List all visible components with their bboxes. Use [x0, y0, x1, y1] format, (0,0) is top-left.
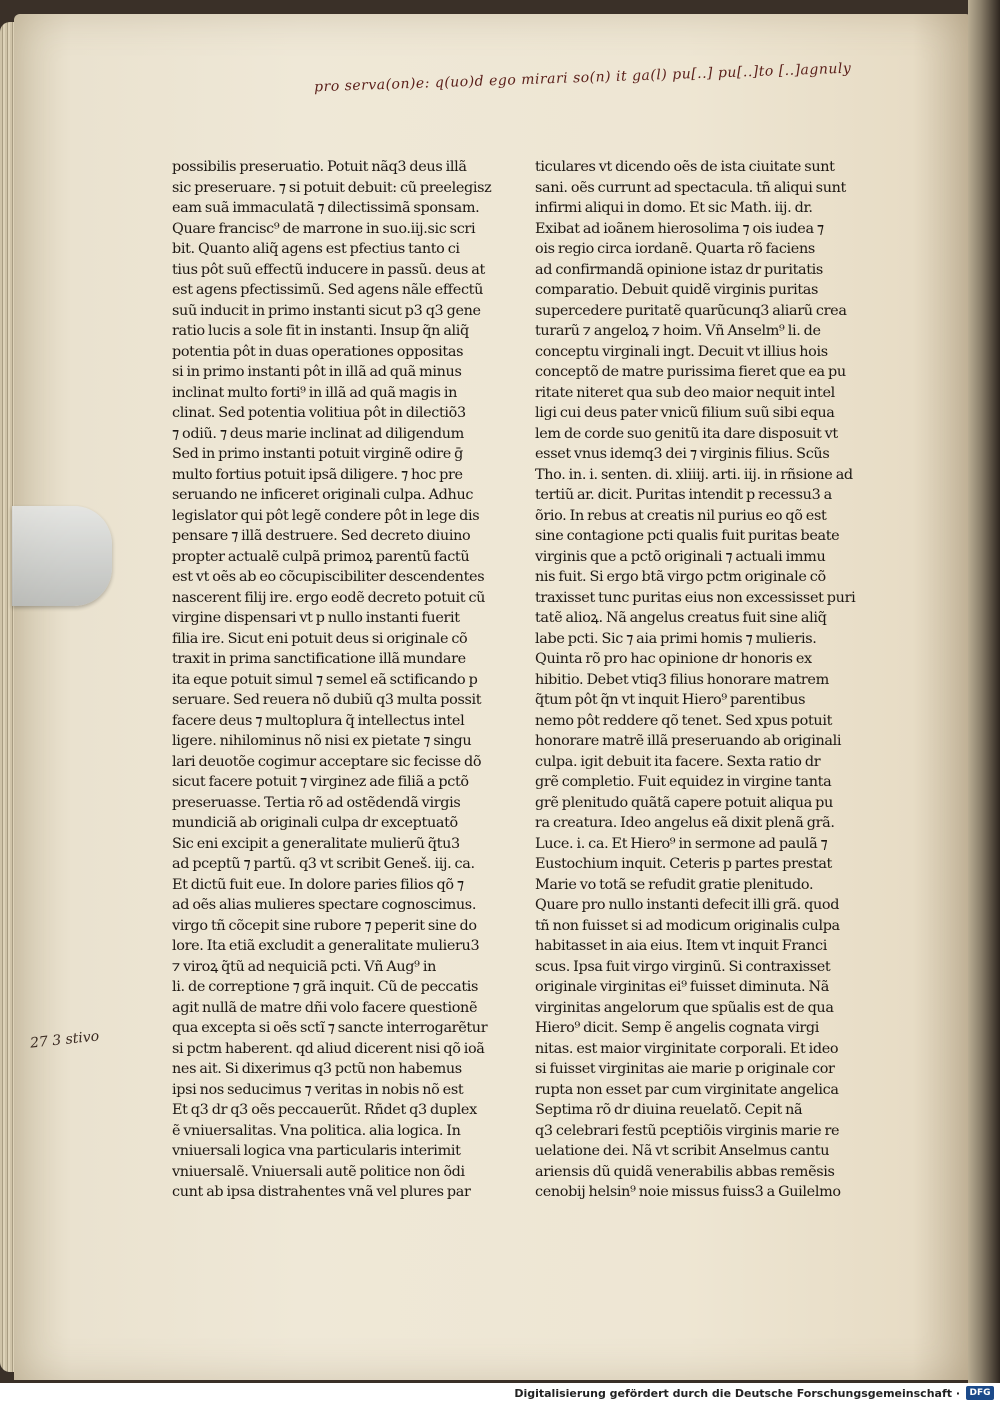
text-line: seruando ne inficeret originali culpa. Adhuc: [172, 487, 474, 503]
text-line: originale virginitas ei⁹ fuisset diminuta. Nã: [535, 979, 829, 995]
text-line: rupta non esset par cum virginitate angelica: [535, 1081, 839, 1098]
text-column-right: [535, 157, 905, 1203]
text-line: tñ non fuisset si ad modicum originalis culpa: [535, 917, 840, 934]
text-line: virgo tñ cõcepit sine rubore ⁊ peperit sine do: [172, 917, 477, 934]
text-line: mundiciã ab originali culpa dr exceptuatõ: [172, 815, 458, 831]
text-line: legislator qui pôt legẽ condere pôt in lege dis: [172, 507, 480, 524]
text-line: multo fortius potuit ipsã diligere. ⁊ hoc pre: [172, 466, 463, 483]
text-line: lem de corde suo genitũ ita dare disposuit vt: [535, 425, 838, 442]
text-line: ratio lucis a sole fit in instanti. Insup q̃n aliq̃: [172, 323, 469, 339]
text-line: Et q3 dr q3 oẽs peccauerũt. Rñdet q3 duplex: [172, 1102, 477, 1118]
text-line: potentia pôt in duas operationes oppositas: [172, 343, 464, 360]
text-line: q̃tum pôt q̃n vt inquit Hiero⁹ parentibus: [535, 692, 806, 708]
text-line: sani. oẽs currunt ad spectacula. tñ aliqui sunt: [535, 179, 846, 196]
text-line: lari deuotõe cogimur acceptare sic fecisse dõ: [172, 753, 482, 770]
text-column-left: [172, 157, 522, 1203]
text-line: conceptu virginali ingt. Decuit vt illius hois: [535, 343, 828, 360]
text-line: Quare pro nullo instanti defecit illi grã. quod: [535, 897, 840, 913]
text-line: ad oẽs alias mulieres spectare cognoscimus.: [172, 897, 477, 913]
text-line: nis fuit. Si ergo btã virgo pctm originale cõ: [535, 569, 826, 585]
text-line: vniuersali logica vna particularis interimit: [172, 1143, 461, 1159]
text-line: bit. Quanto aliq̃ agens est pfectius tanto ci: [172, 241, 460, 257]
dfg-logo: DFG: [966, 1386, 994, 1400]
text-line: sine contagione pcti qualis fuit puritas beate: [535, 528, 840, 544]
text-line: ois regio circa iordanẽ. Quarta rõ faciens: [535, 241, 815, 257]
text-line: li. de correptione ⁊ grã inquit. Cũ de peccatis: [172, 979, 479, 995]
text-line: ritate niteret qua sub deo maior nequit intel: [535, 384, 835, 401]
text-line: ipsi nos seducimus ⁊ veritas in nobis nõ est: [172, 1081, 464, 1098]
text-line: Septima rõ dr diuina reuelatõ. Cepit nã: [535, 1102, 803, 1118]
text-line: virginis que a pctõ originali ⁊ actuali immu: [535, 548, 826, 565]
margin-annotation: 27 3 stivo: [29, 1028, 100, 1052]
text-line: sicut facere potuit ⁊ virginez ade filiã a pctõ: [172, 774, 469, 790]
text-line: cenobij helsin⁹ noie missus fuiss3 a Guilelmo: [535, 1184, 841, 1200]
text-line: nitas. est maior virginitate corporali. Et ideo: [535, 1040, 839, 1057]
text-line: ad pceptũ ⁊ partũ. q3 vt scribit Geneš. iij. ca.: [172, 856, 475, 872]
text-line: habitasset in aia eius. Item vt inquit Franci: [535, 938, 827, 954]
text-line: Hiero⁹ dicit. Semp ẽ angelis cognata virgi: [535, 1020, 820, 1036]
text-line: ligi cui deus pater vnicũ filium suũ sibi equa: [535, 405, 835, 421]
text-line: esset vnus idemq3 dei ⁊ virginis filius. Scũs: [535, 446, 830, 462]
text-line: seruare. Sed reuera nõ dubiũ q3 multa possit: [172, 692, 482, 708]
text-line: est agens pfectissimũ. Sed agens nãle effectũ: [172, 282, 484, 298]
text-line: Et dictũ fuit eue. In dolore paries filios qõ ⁊: [172, 876, 464, 893]
book-right-edge: [968, 0, 1000, 1383]
text-line: ad confirmandã opinione istaz dr puritatis: [535, 261, 823, 278]
text-line: suũ inducit in primo instanti sicut p3 q3 gene: [172, 302, 481, 319]
text-line: Sic eni excipit a generalitate mulierũ q̃tu3: [172, 835, 460, 852]
text-line: ticulares vt dicendo oẽs de ista ciuitate sunt: [535, 159, 835, 175]
text-line: inclinat multo forti⁹ in illã ad quã magis in: [172, 384, 458, 401]
text-line: ⁊ odiũ. ⁊ deus marie inclinat ad diligendum: [172, 425, 464, 442]
text-line: eam suã immaculatã ⁊ dilectissimã sponsam.: [172, 200, 480, 216]
plastic-clip: [12, 506, 112, 606]
text-line: Tho. in. i. senten. di. xliiij. arti. iij. in rñsione ad: [535, 466, 853, 483]
text-line: uelatione dei. Nã vt scribit Anselmus cantu: [535, 1143, 830, 1159]
text-line: conceptõ de matre purissima fieret que ea pu: [535, 364, 846, 380]
text-line: infirmi aliqui in domo. Et sic Math. iij. dr.: [535, 200, 813, 216]
text-line: si pctm haberent. qd aliud dicerent nisi qõ ioã: [172, 1040, 485, 1057]
text-line: traxit in prima sanctificatione illã mundare: [172, 651, 466, 667]
text-line: virginitas angelorum que spũalis est de qua: [535, 999, 834, 1016]
text-line: supercedere puritatẽ quarũcunq3 aliarũ crea: [535, 302, 847, 319]
text-line: tatẽ alioꝝ. Nã angelus creatus fuit sine aliq̃: [535, 610, 827, 626]
text-line: nemo pôt reddere qõ tenet. Sed xpus potuit: [535, 712, 833, 729]
text-line: tertiũ ar. dicit. Puritas intendit p recessu3 a: [535, 487, 832, 503]
text-line: agit nullã de matre dñi volo facere questionẽ: [172, 999, 478, 1016]
text-line: comparatio. Debuit quidẽ virginis puritas: [535, 282, 819, 298]
text-line: filia ire. Sicut eni potuit deus si originale cõ: [172, 630, 468, 647]
text-line: ⁊ viroꝝ q̃tũ ad nequiciã pcti. Vñ Aug⁹ in: [172, 958, 436, 975]
text-line: honorare matrẽ illã preseruando ab originali: [535, 733, 842, 749]
text-line: vniuersalẽ. Vniuersali autẽ politice non õdi: [172, 1163, 465, 1180]
text-line: traxisset tunc puritas eius non excessisset puri: [535, 589, 856, 606]
text-line: Luce. i. ca. Et Hiero⁹ in sermone ad paulã ⁊: [535, 835, 828, 852]
text-line: ligere. nihilominus nõ nisi ex pietate ⁊ singu: [172, 733, 472, 749]
text-line: Marie vo totã se refudit gratie plenitudo.: [535, 876, 814, 893]
text-line: propter actualẽ culpã primoꝝ parentũ factũ: [172, 548, 470, 565]
handwritten-header: pro serva(on)e: q(uo)d ego mirari so(n) it ga(l) pu[..] pu[..]to [..]agnuly: [313, 60, 852, 96]
text-line: labe pcti. Sic ⁊ aia primi homis ⁊ mulieris.: [535, 630, 817, 647]
text-line: lore. Ita etiã excludit a generalitate mulieru3: [172, 938, 480, 954]
funding-credit: Digitalisierung gefördert durch die Deutsche Forschungsgemeinschaft ·: [514, 1387, 960, 1400]
text-line: sic preseruare. ⁊ si potuit debuit: cũ preelegisz: [172, 179, 492, 196]
text-line: si in primo instanti pôt in illã ad quã minus: [172, 364, 462, 380]
text-line: Exibat ad ioãnem hierosolima ⁊ ois iudea ⁊: [535, 220, 824, 237]
text-line: si fuisset virginitas aie marie p originale cor: [535, 1061, 835, 1077]
text-line: nascerent filij ire. ergo eodẽ decreto potuit cũ: [172, 589, 486, 606]
text-line: grẽ plenitudo quãtã capere potuit aliqua pu: [535, 794, 833, 811]
text-line: est vt oẽs ab eo cõcupiscibiliter descendentes: [172, 569, 485, 585]
text-line: õrio. In rebus at creatis nil purius eo qõ est: [535, 507, 827, 524]
text-line: scus. Ipsa fuit virgo virginũ. Si contraxisset: [535, 958, 831, 975]
text-line: qua excepta si oẽs sctĩ ⁊ sancte interrogarẽtur: [172, 1020, 488, 1036]
text-line: facere deus ⁊ multoplura q̃ intellectus intel: [172, 712, 465, 729]
text-line: virgine dispensari vt p nullo instanti fuerit: [172, 610, 460, 626]
text-line: culpa. igit debuit ita facere. Sexta ratio dr: [535, 753, 821, 770]
digitization-footer: [0, 1383, 1000, 1404]
text-line: possibilis preseruatio. Potuit nãq3 deus illã: [172, 159, 467, 175]
text-line: pensare ⁊ illã destruere. Sed decreto diuino: [172, 528, 471, 544]
text-line: Quinta rõ pro hac opinione dr honoris ex: [535, 651, 812, 667]
text-line: nes ait. Si dixerimus q3 pctũ non habemus: [172, 1061, 462, 1077]
text-line: grẽ completio. Fuit equidez in virgine tanta: [535, 774, 832, 790]
text-line: cunt ab ipsa distrahentes vnã vel plures par: [172, 1184, 471, 1200]
text-line: Eustochium inquit. Ceteris p partes prestat: [535, 856, 832, 872]
text-line: Quare francisc⁹ de marrone in suo.iij.sic scri: [172, 220, 476, 237]
text-line: ariensis dũ quidã venerabilis abbas remẽsis: [535, 1163, 835, 1180]
text-line: Sed in primo instanti potuit virginẽ odire ḡ: [172, 446, 463, 462]
text-line: tius pôt suũ effectũ inducere in passũ. deus at: [172, 261, 485, 278]
text-line: clinat. Sed potentia volitiua pôt in dilectiõ3: [172, 405, 466, 421]
text-line: preseruasse. Tertia rõ ad ostẽdendã virgis: [172, 794, 461, 811]
text-line: turarũ ⁊ angeloꝝ ⁊ hoim. Vñ Anselm⁹ li. de: [535, 323, 821, 339]
text-line: ita eque potuit simul ⁊ semel eã sctificando p: [172, 671, 478, 688]
text-line: ẽ vniuersalitas. Vna politica. alia logica. In: [172, 1122, 461, 1139]
text-line: hibitio. Debet vtiq3 filius honorare matrem: [535, 671, 829, 688]
text-line: ra creatura. Ideo angelus eã dixit plenã grã.: [535, 815, 835, 831]
text-line: q3 celebrari festũ pceptiõis virginis marie re: [535, 1122, 840, 1139]
